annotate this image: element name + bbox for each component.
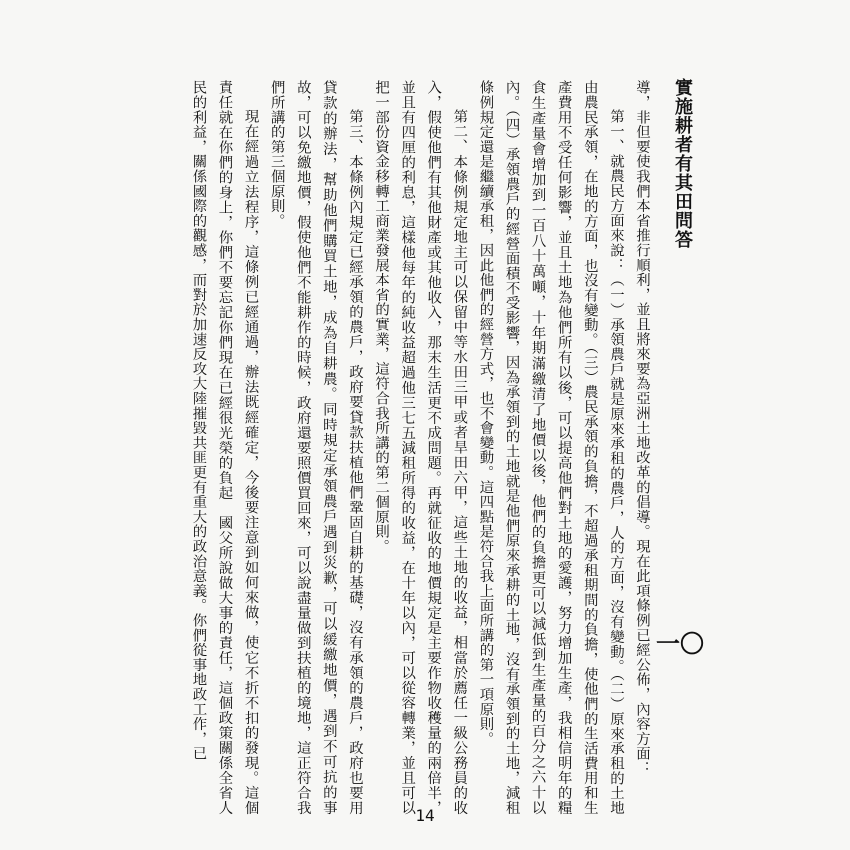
paragraph: 現在經過立法程序，這條例已經通過，辦法既經確定，今後要注意到如何來做，使它不折不扣的發現。這個責任就在你們的身上，你們不要忘記你們現在已經很光榮的負起 國父所說做大事的責任，這個政策關係全省人民的利益，關係國際的觀感，而對於加速反攻大陸摧毀共匪更有重大的政治意義。你們從事地政工作，已 <box>190 80 259 815</box>
paragraph: 第三、本條例內規定已經承領的農戶，政府要貸款扶植他們鞏固自耕的基礎，沒有承領的農戶，政府也要用貸款的辦法，幫助他們購買土地，成為自耕農。同時規定承領農戶遇到災歉，可以緩繳地價，遇到不可抗的事故，可以免繳地價，假使他們不能耕作的時候，政府還要照價買回來，可以說盡量做到扶植的境地，這正符合我們所講的第三個原則。 <box>268 80 363 815</box>
paragraph: 導，非但要使我們本省推行順利，並且將來要為亞洲土地改革的倡導。現在此項條例已經公佈，內容方面： <box>634 80 650 776</box>
chinese-page-number: 一〇 <box>656 629 704 658</box>
body-text <box>185 80 655 815</box>
paragraph: 第一、就農民方面來說：（一）承領農戶就是原來承租的農戶，人的方面，沒有變動。（二）原來承租的土地由農民承領，在地的方面，也沒有變動。（三）農民承領的負擔，不超過承租期間的負擔，使他們的生活費用和生產費用不受任何影響，並且土地為他們所有以後，可以提高他們對土地的愛護，努力增加生產，我相信明年的糧食生產量會增加到一百八十萬噸，十年期滿繳清了地價以後，他們的負擔更可以減低到生產量的百分之六十以內。（四）承領農戶的經營面積不受影響，因為承領到的土地就是他們原來承耕的土地，沒有承領到的土地，減租條例規定還是繼續承租，因此他們的經營方式，也不會變動。這四點是符合我上面所講的第一項原則。 <box>477 80 624 815</box>
footer-page-number: 14 <box>415 806 435 825</box>
paragraph: 第二、本條例規定地主可以保留中等水田三甲或者旱田六甲，這些土地的收益，相當於薦任一級公務員的收入，假使他們有其他財產或其他收入，那末生活更不成問題。再就征收的地價規定是主要作物收穫量的兩倍半，並且有四厘的利息，這樣他每年的純收益超過他三七五減租所得的收益，在十年以內，可以從容轉業，並且可以把一部份資金移轉工商業發展本省的實業，這符合我所講的第二個原則。 <box>373 80 468 815</box>
running-header-title: 實施耕者有其田問答 <box>672 78 693 249</box>
